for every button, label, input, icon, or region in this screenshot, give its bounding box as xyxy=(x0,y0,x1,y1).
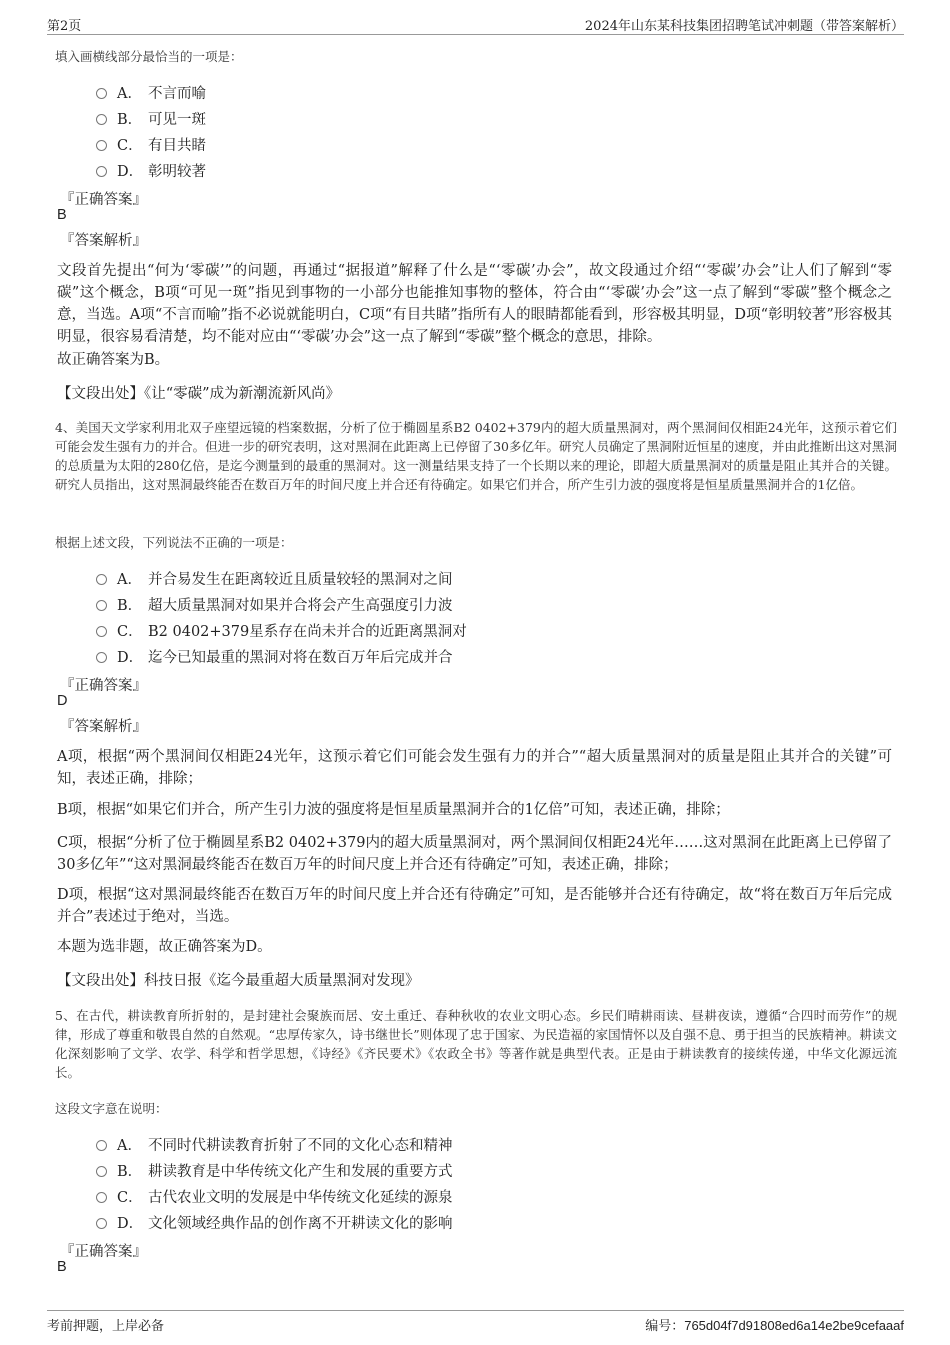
q4-answer: D xyxy=(57,693,68,709)
page-header xyxy=(47,14,904,35)
q3-analysis-label: 『答案解析』 xyxy=(60,233,147,249)
footer-slogan: 考前押题，上岸必备 xyxy=(47,1319,165,1334)
q4-prompt: 根据上述文段，下列说法不正确的一项是： xyxy=(55,535,293,550)
radio-icon[interactable] xyxy=(96,1218,107,1229)
q4-answer-label: 『正确答案』 xyxy=(60,678,147,694)
q4-analysis-b: B项，根据“如果它们并合，所产生引力波的强度将是恒星质量黑洞并合的1亿倍”可知，表述正确，排除； xyxy=(57,802,730,818)
q3-source: 【文段出处】《让“零碳”成为新潮流新风尚》 xyxy=(57,386,341,402)
q5-answer-label: 『正确答案』 xyxy=(60,1244,147,1260)
document-code: 编号：765d04f7d91808ed6a14e2be9cefaaaf xyxy=(645,1318,904,1334)
q4-analysis-label: 『答案解析』 xyxy=(60,719,147,735)
radio-icon[interactable] xyxy=(96,652,107,663)
radio-icon[interactable] xyxy=(96,1166,107,1177)
q5-passage: 5、在古代，耕读教育所折射的，是封建社会聚族而居、安土重迁、春种秋收的农业文明心态。乡民们晴耕雨读、昼耕夜读，遵循“合四时而劳作”的规律，形成了尊重和敬畏自然的自然观。“忠厚传家久，诗书继世长”则体现了忠于国家、为民造福的家国情怀以及自强不息、勇于担当的民族精神。耕读文化深刻影响了文学、农学、科学和哲学思想，《诗经》《齐民要术》《农政全书》等著作就是典型代表。正是由于耕读教育的接续传递，中华文化源远流长。 xyxy=(55,1008,897,1080)
radio-icon[interactable] xyxy=(96,626,107,637)
q4-passage: 4、美国天文学家利用北双子座望远镜的档案数据，分析了位于椭圆星系B2 0402+379内的超大质量黑洞对，两个黑洞间仅相距24光年，这预示着它们可能会发生强有力的并合。但进一步的研究表明，这对黑洞在此距离上已停留了30多亿年。研究人员确定了黑洞附近恒星的速度，并由此推断出这对黑洞的总质量为太阳的280亿倍，是迄今测量到的最重的黑洞对。这一测量结果支持了一个长期以来的理论，即超大质量黑洞对的质量是阻止其并合的关键。研究人员指出，这对黑洞最终能否在数百万年的时间尺度上并合还有待确定。如果它们并合，所产生引力波的强度将是恒星质量黑洞并合的1亿倍。 xyxy=(55,420,897,492)
q5-option-b[interactable]: B． 耕读教育是中华传统文化产生和发展的重要方式 xyxy=(96,1160,453,1181)
q3-option-b[interactable]: B． 可见一斑 xyxy=(96,108,206,129)
page-footer xyxy=(47,1310,904,1335)
radio-icon[interactable] xyxy=(96,1192,107,1203)
q3-analysis-2: 故正确答案为B。 xyxy=(57,352,170,368)
q3-answer-label: 『正确答案』 xyxy=(60,192,147,208)
q5-option-d[interactable]: D． 文化领域经典作品的创作离不开耕读文化的影响 xyxy=(96,1212,453,1233)
page-number: 第2页 xyxy=(47,19,82,34)
radio-icon[interactable] xyxy=(96,140,107,151)
q5-answer: B xyxy=(57,1259,67,1275)
q4-option-d[interactable]: D． 迄今已知最重的黑洞对将在数百万年后完成并合 xyxy=(96,646,453,667)
q4-analysis-a: A项，根据“两个黑洞间仅相距24光年，这预示着它们可能会发生强有力的并合”“超大质量黑洞对的质量是阻止其并合的关键”可知，表述正确，排除； xyxy=(57,749,892,787)
q5-option-a[interactable]: A． 不同时代耕读教育折射了不同的文化心态和精神 xyxy=(96,1134,453,1155)
radio-icon[interactable] xyxy=(96,114,107,125)
radio-icon[interactable] xyxy=(96,88,107,99)
q5-prompt: 这段文字意在说明： xyxy=(55,1101,168,1116)
q3-prompt: 填入画横线部分最恰当的一项是： xyxy=(55,49,243,64)
q4-option-b[interactable]: B． 超大质量黑洞对如果并合将会产生高强度引力波 xyxy=(96,594,453,615)
radio-icon[interactable] xyxy=(96,166,107,177)
document-title: 2024年山东某科技集团招聘笔试冲刺题（带答案解析） xyxy=(584,19,904,34)
q4-option-c[interactable]: C． B2 0402+379星系存在尚未并合的近距离黑洞对 xyxy=(96,620,467,641)
q5-option-c[interactable]: C． 古代农业文明的发展是中华传统文化延续的源泉 xyxy=(96,1186,453,1207)
q3-option-a[interactable]: A． 不言而喻 xyxy=(96,82,206,103)
q4-analysis-c: C项，根据“分析了位于椭圆星系B2 0402+379内的超大质量黑洞对，两个黑洞间仅相距24光年……这对黑洞在此距离上已停留了30多亿年”“这对黑洞最终能否在数百万年的时间尺度上并合还有待确定”可知，表述正确，排除； xyxy=(57,835,892,873)
radio-icon[interactable] xyxy=(96,600,107,611)
q4-analysis-d: D项，根据“这对黑洞最终能否在数百万年的时间尺度上并合还有待确定”可知，是否能够并合还有待确定，故“将在数百万年后完成并合”表述过于绝对，当选。 xyxy=(57,887,892,925)
radio-icon[interactable] xyxy=(96,574,107,585)
q3-option-d[interactable]: D． 彰明较著 xyxy=(96,160,206,181)
q3-answer: B xyxy=(57,207,67,223)
q4-analysis-conclusion: 本题为选非题，故正确答案为D。 xyxy=(57,939,272,955)
q4-option-a[interactable]: A． 并合易发生在距离较近且质量较轻的黑洞对之间 xyxy=(96,568,453,589)
q3-option-c[interactable]: C． 有目共睹 xyxy=(96,134,206,155)
radio-icon[interactable] xyxy=(96,1140,107,1151)
q3-analysis-1: 文段首先提出“何为‘零碳’”的问题，再通过“据报道”解释了什么是“‘零碳’办会”，故文段通过介绍“‘零碳’办会”让人们了解到“零碳”这个概念，B项“可见一斑”指见到事物的一小部分也能推知事物的整体，符合由“‘零碳’办会”这一点了解到“零碳”整个概念之意，当选。A项“不言而喻”指不必说就能明白，C项“有目共睹”指所有人的眼睛都能看到，形容极其明显，D项“彰明较著”形容极其明显，很容易看清楚，均不能对应由“‘零碳’办会”这一点了解到“零碳”整个概念的意思，排除。 xyxy=(57,263,892,345)
q4-source: 【文段出处】科技日报《迄今最重超大质量黑洞对发现》 xyxy=(57,973,420,989)
